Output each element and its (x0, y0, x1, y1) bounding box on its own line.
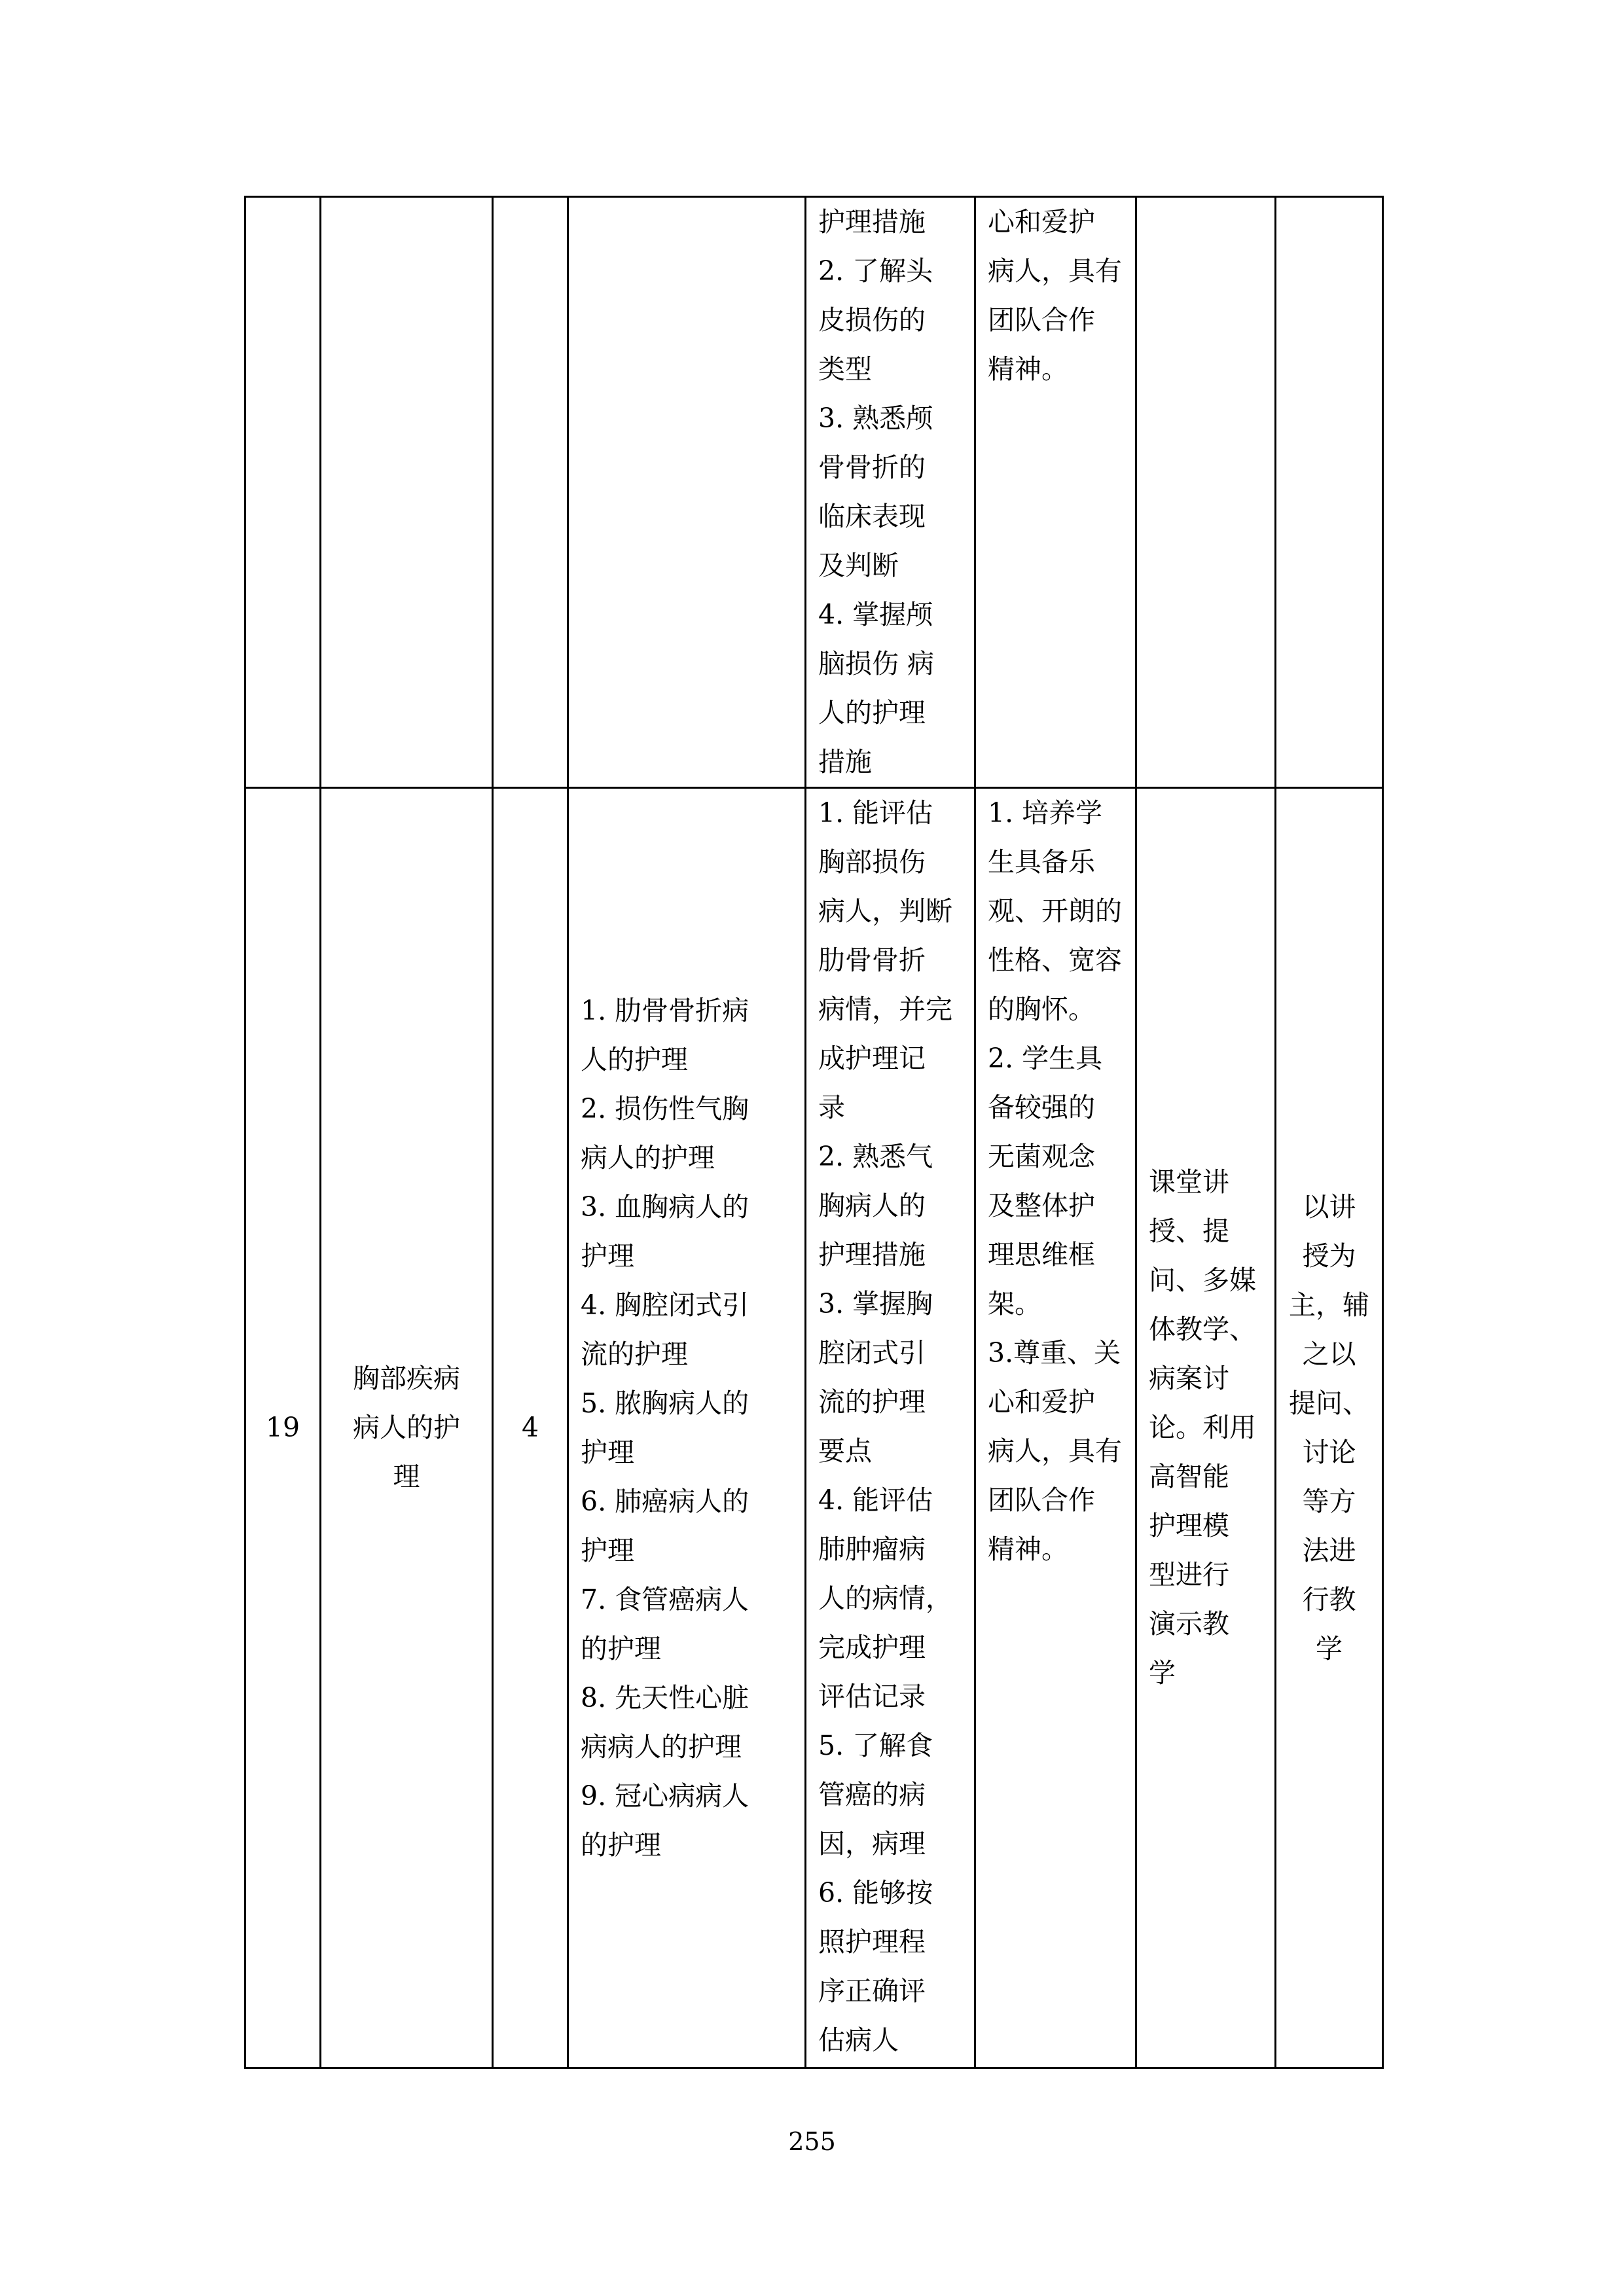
cell-line: 演示教 (1149, 1608, 1229, 1640)
cell-line: 成护理记 (818, 1043, 926, 1074)
cell-line: 1. 能评估 (818, 797, 933, 829)
cell-contents (568, 197, 806, 788)
cell-line: 性格、宽容 (988, 944, 1122, 976)
cell-line: 护理 (581, 1240, 634, 1272)
cell-line: 病病人的护理 (581, 1731, 742, 1763)
cell-line: 论。利用 (1149, 1412, 1256, 1443)
cell-line: 流的护理 (818, 1386, 926, 1418)
cell-assessment (1276, 197, 1383, 788)
cell-line: 3.尊重、关 (988, 1337, 1121, 1369)
cell-line: 胸部疾病 (353, 1363, 460, 1394)
cell-line: 2. 了解头 (818, 255, 933, 287)
cell-line: 行教 (1302, 1583, 1356, 1615)
cell-line: 3. 掌握胸 (818, 1288, 933, 1319)
cell-line: 3. 血胸病人的 (581, 1191, 749, 1223)
cell-line: 精神。 (988, 353, 1068, 385)
cell-line: 录 (818, 1092, 845, 1123)
syllabus-table (244, 196, 1384, 2069)
cell-line: 胸部损伤 (818, 846, 926, 878)
cell-line: 管癌的病 (818, 1779, 926, 1810)
cell-line: 学 (1316, 1632, 1343, 1664)
cell-line: 腔闭式引 (818, 1337, 926, 1369)
cell-line: 人的病情， (818, 1583, 952, 1614)
cell-line: 措施 (818, 746, 872, 778)
cell-line: 理 (393, 1461, 420, 1492)
cell-line: 病案讨 (1149, 1363, 1229, 1394)
cell-line: 观、开朗的 (988, 895, 1122, 927)
cell-line: 因，病理 (818, 1828, 926, 1859)
cell-line: 5. 了解食 (818, 1730, 933, 1761)
cell-line: 类型 (818, 353, 872, 385)
cell-line: 脑损伤 病 (818, 648, 935, 679)
cell-line: 病人，判断 (818, 895, 952, 927)
cell-line: 9. 冠心病病人 (581, 1780, 749, 1812)
cell-line: 以讲 (1302, 1191, 1356, 1223)
cell-line: 无菌观念 (988, 1141, 1095, 1172)
cell-qualities (975, 788, 1136, 2068)
cell-line: 护理 (581, 1436, 634, 1468)
cell-line: 提问、 (1289, 1387, 1369, 1419)
cell-line: 要点 (818, 1435, 872, 1467)
cell-number (245, 197, 321, 788)
cell-line: 人的护理 (581, 1043, 688, 1075)
cell-qualities (975, 197, 1136, 788)
cell-line: 肺肿瘤病 (818, 1534, 926, 1565)
table-row (245, 788, 1383, 2068)
table-row (245, 197, 1383, 788)
cell-line: 骨骨折的 (818, 452, 926, 483)
cell-line: 完成护理 (818, 1632, 926, 1663)
cell-line: 法进 (1302, 1534, 1356, 1566)
cell-line: 7. 食管癌病人 (581, 1583, 749, 1615)
cell-line: 心和爱护 (988, 206, 1095, 238)
cell-line: 4. 能评估 (818, 1484, 933, 1516)
cell-line: 评估记录 (818, 1681, 926, 1712)
cell-line: 皮损伤的 (818, 304, 926, 336)
cell-line: 生具备乐 (988, 846, 1095, 878)
cell-line: 等方 (1302, 1485, 1356, 1517)
cell-line: 备较强的 (988, 1092, 1095, 1123)
cell-hours (493, 197, 568, 788)
cell-line: 团队合作 (988, 304, 1095, 336)
cell-line: 的护理 (581, 1829, 661, 1861)
cell-line: 4. 胸腔闭式引 (581, 1289, 749, 1321)
cell-line: 2. 学生具 (988, 1043, 1103, 1074)
cell-line: 的胸怀。 (988, 994, 1095, 1025)
cell-line: 2. 熟悉气 (818, 1141, 933, 1172)
cell-line: 病情，并完 (818, 994, 952, 1025)
cell-line: 高智能 (1149, 1461, 1229, 1492)
cell-line: 课堂讲 (1149, 1166, 1229, 1198)
cell-line: 1. 培养学 (988, 797, 1103, 829)
cell-line: 病人，具有 (988, 1435, 1122, 1467)
page-number: 255 (788, 2127, 836, 2156)
cell-line: 的护理 (581, 1632, 661, 1664)
cell-line: 护理 (581, 1534, 634, 1566)
cell-line: 2. 损伤性气胸 (581, 1092, 749, 1124)
cell-line: 护理模 (1149, 1510, 1229, 1541)
cell-line: 流的护理 (581, 1338, 688, 1370)
cell-line: 型进行 (1149, 1559, 1229, 1590)
cell-line: 主，辅 (1289, 1289, 1369, 1321)
cell-line: 授为 (1302, 1240, 1356, 1272)
cell-line: 人的护理 (818, 697, 926, 728)
cell-line: 架。 (988, 1288, 1041, 1319)
cell-line: 4. 掌握颅 (818, 599, 933, 630)
cell-line: 及判断 (818, 550, 899, 581)
cell-line: 团队合作 (988, 1484, 1095, 1516)
cell-line: 讨论 (1302, 1436, 1356, 1468)
cell-line: 心和爱护 (988, 1386, 1095, 1418)
cell-objectives (806, 788, 975, 2068)
cell-line: 精神。 (988, 1534, 1068, 1565)
cell-line: 之以 (1302, 1338, 1356, 1370)
cell-number (245, 788, 321, 2068)
cell-line: 胸病人的 (818, 1190, 926, 1221)
cell-line: 学 (1149, 1657, 1176, 1689)
row-number: 19 (265, 1412, 300, 1443)
cell-topic (321, 788, 493, 2068)
cell-line: 体教学、 (1149, 1314, 1256, 1345)
cell-objectives (806, 197, 975, 788)
cell-methods (1136, 197, 1276, 788)
cell-line: 5. 脓胸病人的 (581, 1387, 749, 1419)
cell-line: 理思维框 (988, 1239, 1095, 1270)
cell-line: 病人，具有 (988, 255, 1122, 287)
cell-line: 8. 先天性心脏 (581, 1681, 749, 1713)
cell-line: 3. 熟悉颅 (818, 403, 933, 434)
cell-line: 护理措施 (818, 1239, 926, 1270)
cell-line: 授、提 (1149, 1215, 1229, 1247)
cell-line: 序正确评 (818, 1975, 926, 2007)
cell-contents (568, 788, 806, 2068)
cell-line: 病人的护 (353, 1412, 460, 1443)
cell-methods (1136, 788, 1276, 2068)
cell-line: 临床表现 (818, 501, 926, 532)
cell-hours (493, 788, 568, 2068)
cell-assessment (1276, 788, 1383, 2068)
cell-line: 6. 能够按 (818, 1877, 933, 1909)
cell-line: 6. 肺癌病人的 (581, 1485, 749, 1517)
cell-line: 问、多媒 (1149, 1265, 1256, 1296)
cell-topic (321, 197, 493, 788)
cell-line: 病人的护理 (581, 1141, 715, 1174)
cell-line: 照护理程 (818, 1926, 926, 1958)
cell-line: 肋骨骨折 (818, 944, 926, 976)
cell-line: 及整体护 (988, 1190, 1095, 1221)
hours-value: 4 (521, 1412, 539, 1443)
cell-line: 护理措施 (818, 206, 926, 238)
cell-line: 估病人 (818, 2024, 899, 2056)
cell-line: 1. 肋骨骨折病 (581, 994, 749, 1026)
